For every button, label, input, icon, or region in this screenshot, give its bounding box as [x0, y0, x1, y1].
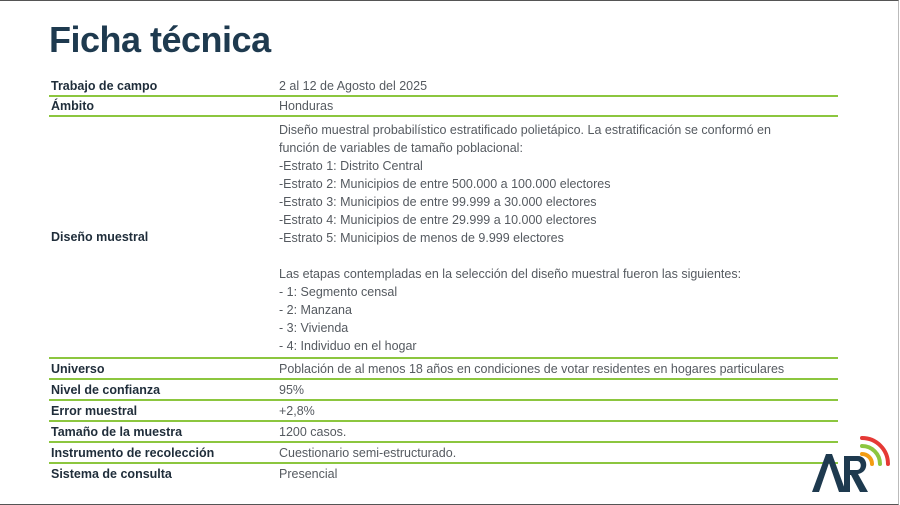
row-diseno-muestral — [49, 116, 838, 358]
row-value: 95% — [279, 382, 305, 397]
diseno-line: -Estrato 2: Municipios de entre 500.000 a 100.000 electores — [279, 177, 611, 191]
row-value — [279, 116, 838, 358]
row-value: Cuestionario semi-estructurado. — [279, 445, 457, 460]
row-value: 1200 casos. — [279, 424, 347, 439]
logo-letter-r — [844, 456, 868, 492]
ar-logo — [810, 432, 890, 496]
row-value: Población de al menos 18 años en condiciones de votar residentes en hogares particulares — [279, 361, 785, 376]
etapas-line: Las etapas contempladas en la selección del diseño muestral fueron las siguientes: — [279, 267, 742, 281]
row-label: Universo — [51, 361, 105, 376]
row-error-muestral — [49, 400, 838, 421]
row-value: 2 al 12 de Agosto del 2025 — [279, 78, 428, 93]
etapas-line: - 2: Manzana — [279, 303, 352, 317]
paragraph-gap — [279, 247, 838, 265]
etapas-line: - 3: Vivienda — [279, 321, 349, 335]
row-label: Diseño muestral — [51, 230, 149, 244]
row-label: Error muestral — [51, 403, 138, 418]
row-tamano-de-la-muestra — [49, 421, 838, 442]
diseno-line: -Estrato 4: Municipios de entre 29.999 a 10.000 electores — [279, 213, 597, 227]
row-value: Presencial — [279, 467, 338, 481]
diseno-line: -Estrato 1: Distrito Central — [279, 159, 423, 173]
row-label: Sistema de consulta — [51, 467, 172, 481]
row-label: Ámbito — [51, 99, 95, 113]
row-value: +2,8% — [279, 403, 315, 418]
diseno-line: Diseño muestral probabilístico estratificado polietápico. La estratificación se conformó en — [279, 123, 771, 137]
diseno-line: -Estrato 5: Municipios de menos de 9.999 electores — [279, 231, 564, 245]
row-instrumento-de-recoleccion — [49, 442, 838, 463]
row-universo — [49, 358, 838, 379]
row-trabajo-de-campo — [49, 76, 838, 96]
row-ambito — [49, 96, 838, 116]
row-value: Honduras — [279, 99, 334, 113]
ficha-tecnica-table — [49, 76, 838, 484]
etapas-line: - 1: Segmento censal — [279, 285, 398, 299]
row-label: Trabajo de campo — [51, 78, 158, 93]
row-sistema-de-consulta — [49, 463, 838, 484]
etapas-line: - 4: Individuo en el hogar — [279, 339, 417, 353]
row-label: Instrumento de recolección — [51, 445, 215, 460]
page-title: Ficha técnica — [49, 19, 271, 60]
diseno-line: -Estrato 3: Municipios de entre 99.999 a 30.000 electores — [279, 195, 597, 209]
row-label: Tamaño de la muestra — [51, 424, 183, 439]
diseno-line: función de variables de tamaño poblacional: — [279, 141, 523, 155]
row-nivel-de-confianza — [49, 379, 838, 400]
logo-letter-a — [812, 454, 846, 492]
row-label: Nivel de confianza — [51, 382, 161, 397]
